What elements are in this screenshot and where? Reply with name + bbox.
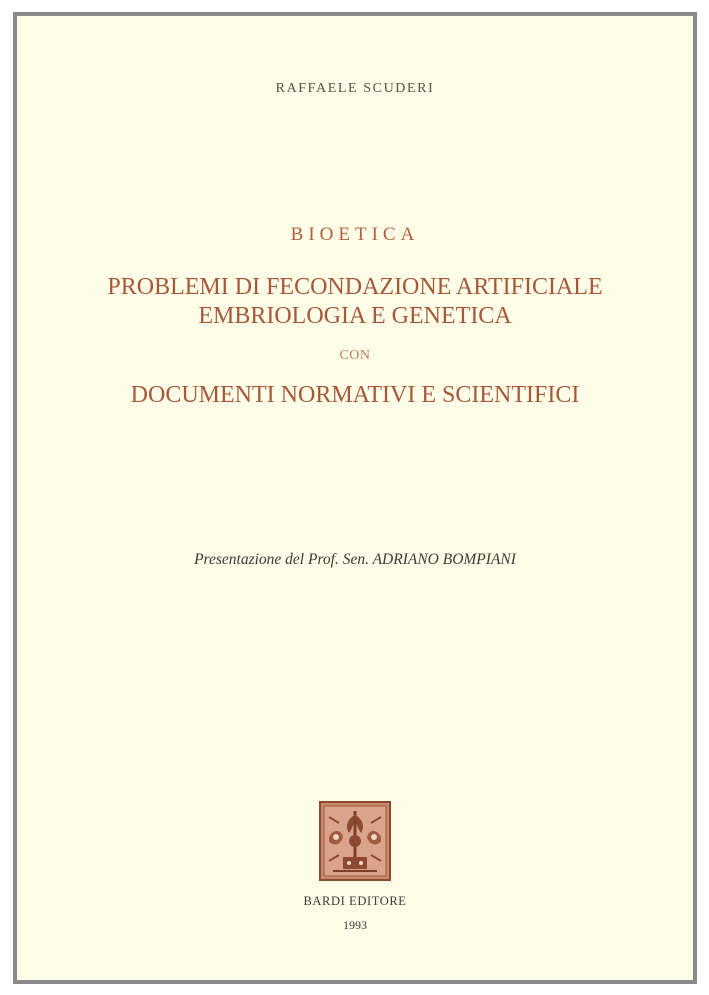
book-cover: [13, 12, 697, 984]
subject-heading: BIOETICA: [290, 224, 420, 245]
publisher-name: BARDI EDITORE: [303, 894, 407, 908]
presentation-credit: Presentazione del Prof. Sen. ADRIANO BOMPIANI: [194, 551, 516, 568]
subtitle-line: DOCUMENTI NORMATIVI E SCIENTIFICI: [130, 382, 580, 408]
title-line-2: EMBRIOLOGIA E GENETICA: [198, 303, 512, 329]
publisher-emblem-icon: [319, 801, 391, 881]
connector-word: CON: [339, 348, 371, 363]
author-name: RAFFAELE SCUDERI: [275, 81, 435, 96]
publication-year: 1993: [343, 918, 367, 932]
title-line-1: PROBLEMI DI FECONDAZIONE ARTIFICIALE: [107, 274, 603, 300]
